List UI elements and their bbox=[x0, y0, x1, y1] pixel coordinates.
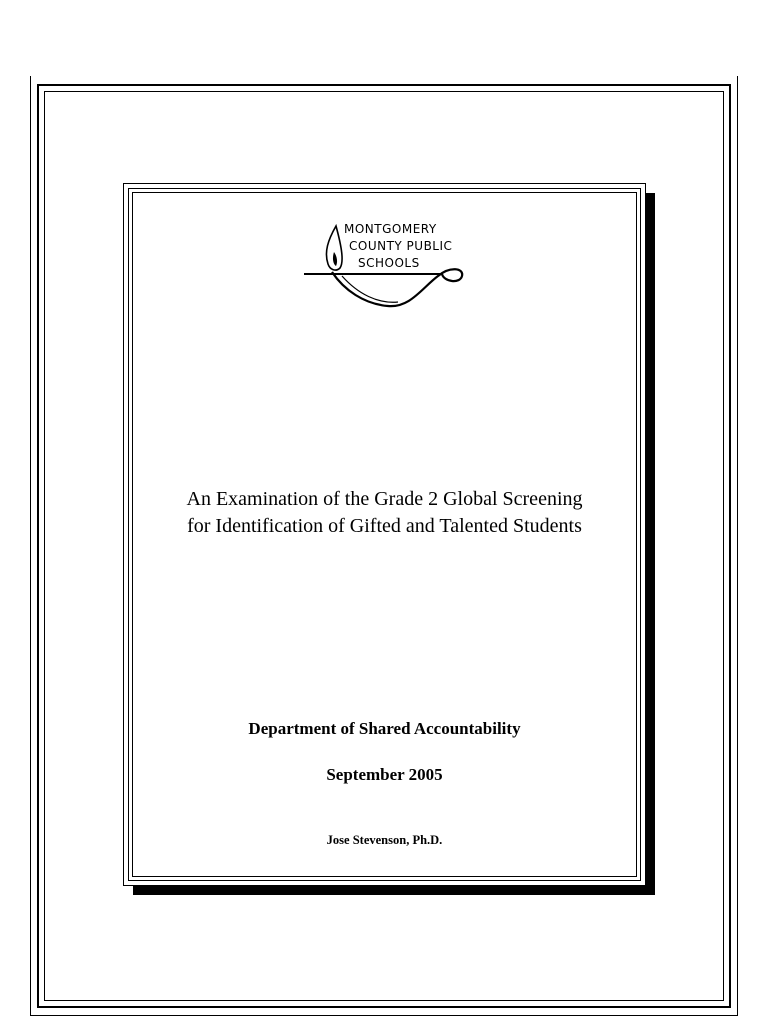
department-name: Department of Shared Accountability bbox=[248, 719, 521, 738]
publication-date: September 2005 bbox=[326, 765, 443, 784]
author-name: Jose Stevenson, Ph.D. bbox=[326, 833, 443, 847]
report-title bbox=[132, 486, 637, 540]
report-title-line-2: for Identification of Gifted and Talented Students bbox=[187, 515, 582, 537]
logo-line-3: SCHOOLS bbox=[358, 256, 420, 270]
report-title-line-1: An Examination of the Grade 2 Global Screening bbox=[186, 488, 583, 510]
logo-line-2: COUNTY PUBLIC bbox=[349, 239, 453, 253]
mcps-logo bbox=[302, 218, 472, 314]
logo-line-1: MONTGOMERY bbox=[344, 222, 437, 236]
